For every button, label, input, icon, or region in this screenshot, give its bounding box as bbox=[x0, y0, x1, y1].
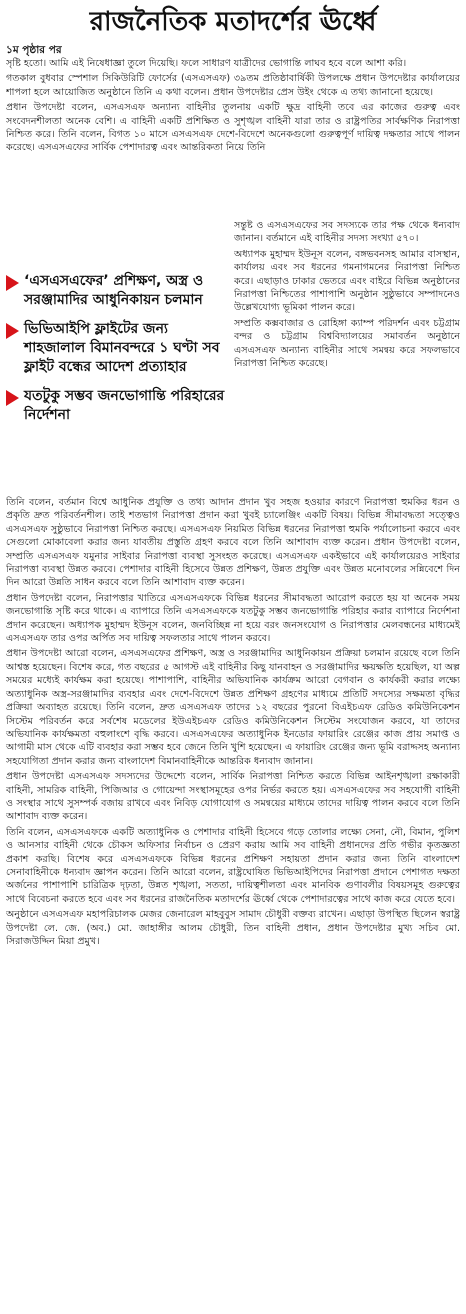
body-paragraph: সন্তুষ্ট ও এসএসএফের সব সদস্যকে তার পক্ষ থেকে ধন্যবাদ জানান। বর্তমানে এই বাহিনীর সদস্য সংখ্যা ৫৭০। bbox=[234, 220, 460, 245]
red-arrow-icon bbox=[6, 323, 19, 339]
highlight-item bbox=[6, 320, 228, 377]
body-paragraph: গতকাল বুধবার স্পেশাল সিকিউরিটি ফোর্সের (এসএসএফ) ৩৯তম প্রতিষ্ঠাবার্ষিকী উপলক্ষে প্রধান উপদেষ্টার কার্যালয়ের শাপলা হলে আয়োজিত অনুষ্ঠানে তিনি এ কথা বলেন। প্রধান উপদেষ্টার প্রেস উইং থেকে এ তথ্য জানানো হয়েছে। bbox=[6, 73, 460, 98]
red-arrow-icon bbox=[6, 275, 19, 291]
body-paragraph: সৃষ্টি হতো। আমি এই নিষেধাজ্ঞা তুলে দিয়েছি। ফলে সাধারণ যাত্রীদের ভোগান্তি লাঘব হবে বলে আশা করি। bbox=[6, 58, 407, 69]
continued-from-label: ১ম পৃষ্ঠার পর bbox=[6, 44, 62, 56]
body-paragraph: সম্প্রতি কক্সবাজার ও রোহিঙ্গা ক্যাম্প পরিদর্শন এবং চট্টগ্রাম বন্দর ও চট্টগ্রাম বিশ্ববিদ্যালয়ের সমাবর্তন অনুষ্ঠানে এসএসএফ অন্যান্য বাহিনীর সাথে সমন্বয় করে সফলভাবে নিরাপত্তা নিশ্চিত করেছে। bbox=[234, 317, 460, 370]
highlights-box bbox=[6, 272, 228, 474]
highlight-text: ভিভিআইপি ফ্লাইটের জন্য শাহজালাল বিমানবন্দরে ১ ঘণ্টা সব ফ্লাইট বন্ধের আদেশ প্রত্যাহার bbox=[24, 321, 220, 375]
body-paragraph: তিনি বলেন, বর্তমান বিশ্বে আধুনিক প্রযুক্তি ও তথ্য আদান প্রদান খুব সহজ হওয়ার কারণে নিরাপত্তা হুমকির ধরন ও প্রকৃতি দ্রুত পরিবর্তনশীল। তাই শতভাগ নিরাপত্তা প্রদান করা খুবই চ্যালেঞ্জিং একটি বিষয়। বিভিন্ন সীমাবদ্ধতা সত্ত্বেও এসএসএফ সুষ্ঠুভাবে নিরাপত্তা নিশ্চিত করছে। এসএসএফ নিয়মিত বিভিন্ন ধরনের নিরাপত্তা হুমকি পর্যালোচনা করবে এবং সেগুলো মোকাবেলা করার জন্য যাবতীয় প্রস্তুতি গ্রহণ করবে বলে তিনি আশাবাদ ব্যক্ত করেন। প্রধান উপদেষ্টা বলেন, সম্প্রতি এসএসএফ যমুনার সাইবার নিরাপত্তা ব্যবস্থা সুসংহত করেছে। এসএসএফ একইভাবে এই কার্যালয়েরও সাইবার নিরাপত্তা ব্যবস্থা উন্নত করবে। পেশাদার বাহিনী হিসেবে উন্নত প্রশিক্ষণ, উন্নত প্রযুক্তি এবং উন্নত মনোবলের সন্নিবেশে দিন দিন আরো উন্নতি সাধন করবে বলে তিনি আশাবাদ ব্যক্ত করেন। bbox=[6, 497, 460, 589]
highlight-text: ‘এসএসএফের’ প্রশিক্ষণ, অস্ত্র ও সরঞ্জামাদির আধুনিকায়ন চলমান bbox=[24, 273, 204, 308]
highlight-item bbox=[6, 387, 228, 425]
body-paragraph: প্রধান উপদেষ্টা এসএসএফ সদস্যদের উদ্দেশ্যে বলেন, সার্বিক নিরাপত্তা নিশ্চিত করতে বিভিন্ন আইনশৃঙ্খলা রক্ষাকারী বাহিনী, সামরিক বাহিনী, পিজিআর ও গোয়েন্দা সংস্থাসমূহের ওপর নির্ভর করতে হয়। এসএসএফের সব সহযোগী বাহিনী ও সংস্থার সাথে সুসম্পর্ক বজায় রাখবে এবং নিবিড় যোগাযোগ ও সমন্বয়ের মাধ্যমে তাদের দায়িত্ব পালন করবে বলে তিনি আশাবাদ ব্যক্ত করেন। bbox=[6, 771, 460, 823]
body-paragraph: অধ্যাপক মুহাম্মদ ইউনূস বলেন, বঙ্গভবনসহ আমার বাসস্থান, কার্যালয় এবং সব ধরনের গমনাগমনের নিরাপত্তা নিশ্চিত করে। এছাড়াও ঢাকার ভেতরে এবং বাইরে বিভিন্ন অনুষ্ঠানের নিরাপত্তা নিশ্চিতের পাশাপাশি অনুষ্ঠান সুষ্ঠুভাবে সম্পাদনেও উল্লেখযোগ্য ভূমিকা পালন করে। bbox=[234, 248, 460, 314]
article-headline: রাজনৈতিক মতাদর্শের ঊর্ধ্বে bbox=[89, 7, 377, 37]
body-paragraph: অনুষ্ঠানে এসএসএফ মহাপরিচালক মেজর জেনারেল মাহবুবুস সামাদ চৌধুরী বক্তব্য রাখেন। এছাড়া উপস্থিত ছিলেন স্বরাষ্ট্র উপদেষ্টা লে. জে. (অব.) মো. জাহাঙ্গীর আলম চৌধুরী, তিন বাহিনী প্রধান, প্রধান উপদেষ্টার মুখ্য সচিব মো. সিরাজউদ্দিন মিয়া প্রমুখ। bbox=[6, 909, 460, 947]
body-paragraph: প্রধান উপদেষ্টা আরো বলেন, এসএসএফের প্রশিক্ষণ, অস্ত্র ও সরঞ্জামাদির আধুনিকায়ন প্রক্রিয়া চলমান রয়েছে বলে তিনি আশ্বস্ত হয়েছেন। বিশেষ করে, গত বছরের ৫ আগস্ট এই বাহিনীর কিছু যানবাহন ও সরঞ্জামাদির ক্ষয়ক্ষতি হয়েছিল, যা অল্প সময়ের মধ্যেই কার্যক্ষম করা হয়েছে। পাশাপাশি, বাহিনীর অভিযানিক কার্যক্রম আরো বেগবান ও কার্যকরী করার লক্ষ্যে অত্যাধুনিক অস্ত্র-সরঞ্জামাদির ব্যবহার এবং দেশে-বিদেশে উন্নত প্রশিক্ষণ গ্রহণের মাধ্যমে প্রতিটি সদস্যের সক্ষমতা বৃদ্ধির প্রক্রিয়া অব্যাহত রয়েছে। তিনি বলেন, দ্রুত এসএসএফ তাদের ১২ বছরের পুরনো বিএইচএফ রেডিও কমিউনিকেশন সিস্টেম পরিবর্তন করে সর্বশেষ মডেলের ইউএইচএফ রেডিও কমিউনিকেশন সিস্টেম সংযোজন করবে, যা তাদের অভিযানিক কার্যক্ষমতা বহুলাংশে বৃদ্ধি করবে। এসএসএফের অত্যাধুনিক ইনডোর ফায়ারিং রেঞ্জের কাজ প্রায় সমাপ্ত ও আগামী মাস থেকে এটি ব্যবহার করা সম্ভব হবে জেনে তিনি খুশি হয়েছেন। এ ফায়ারিং রেঞ্জের জন্য ভূমি বরাদ্দসহ অন্যান্য সহযোগিতা প্রদান করার জন্য বাংলাদেশ বিমানবাহিনীকে আন্তরিক ধন্যবাদ জানান। bbox=[6, 648, 460, 767]
highlight-text: যতটুকু সম্ভব জনভোগান্তি পরিহারের নির্দেশনা bbox=[24, 388, 225, 423]
article-body-right-column bbox=[234, 219, 460, 496]
body-paragraph: তিনি বলেন, এসএসএফকে একটি অত্যাধুনিক ও পেশাদার বাহিনী হিসেবে গড়ে তোলার লক্ষ্যে সেনা, নৌ, বিমান, পুলিশ ও আনসার বাহিনী থেকে চৌকস অফিসার নির্বাচন ও প্রেরণ করায় আমি সব বাহিনী প্রধানদের প্রতি গভীর কৃতজ্ঞতা প্রকাশ করছি। বিশেষ করে এসএসএফকে বিভিন্ন ধরনের প্রশিক্ষণ সহায়তা প্রদান করার জন্য তিনি বাংলাদেশ সেনাবাহিনীকে ধন্যবাদ জ্ঞাপন করেন। তিনি আরো বলেন, রাষ্ট্রঘোষিত ভিভিআইপিদের নিরাপত্তা প্রদানে পেশাগত দক্ষতা অর্জনের পাশাপাশি চারিত্রিক দৃঢ়তা, উন্নত শৃঙ্খলা, সততা, দায়িত্বশীলতা এবং মানবিক গুণাবলীর বিষয়সমূহ গুরুত্বের সাথে বিবেচনা করতে হবে এবং সব ধরনের রাজনৈতিক মতাদর্শের ঊর্ধ্বে থেকে পেশাদারত্বের সাথে কাজ করে যেতে হবে। bbox=[6, 826, 460, 905]
body-paragraph: প্রধান উপদেষ্টা বলেন, এসএসএফ অন্যান্য বাহিনীর তুলনায় একটি ক্ষুদ্র বাহিনী তবে এর কাজের গুরুত্ব এবং সংবেদনশীলতা অনেক বেশি। এ বাহিনী একটি প্রশিক্ষিত ও সুশৃঙ্খল বাহিনী যারা তার ও রাষ্ট্রপতির সার্বক্ষণিক নিরাপত্তা নিশ্চিত করে। তিনি বলেন, বিগত ১০ মাসে এসএসএফ দেশে-বিদেশে অনেকগুলো গুরুত্বপূর্ণ দায়িত্ব দক্ষতার সাথে পালন করেছে। এসএসএফের সার্বিক পেশাদারত্ব এবং আন্তরিকতা নিয়ে তিনি bbox=[6, 102, 460, 154]
body-paragraph: প্রধান উপদেষ্টা বলেন, নিরাপত্তার খাতিরে এসএসএফকে বিভিন্ন ধরনের সীমাবদ্ধতা আরোপ করতে হয় যা অনেক সময় জনভোগান্তি সৃষ্টি করে থাকে। এ ব্যাপারে তিনি এসএসএফকে যতটুকু সম্ভব জনভোগান্তি পরিহার করার ব্যাপারে নির্দেশনা প্রদান করেছেন। অধ্যাপক মুহাম্মদ ইউনূস বলেন, জনবিচ্ছিন্ন না হয়ে বরং জনসংযোগ ও নিরাপত্তার মেলবন্ধনের মাধ্যমেই এসএসএফ তার ওপর অর্পিত সব দায়িত্ব সফলতার সাথে পালন করবে। bbox=[6, 592, 460, 645]
highlight-item bbox=[6, 272, 228, 310]
red-arrow-icon bbox=[6, 390, 19, 406]
article-body-bottom bbox=[6, 496, 460, 1310]
